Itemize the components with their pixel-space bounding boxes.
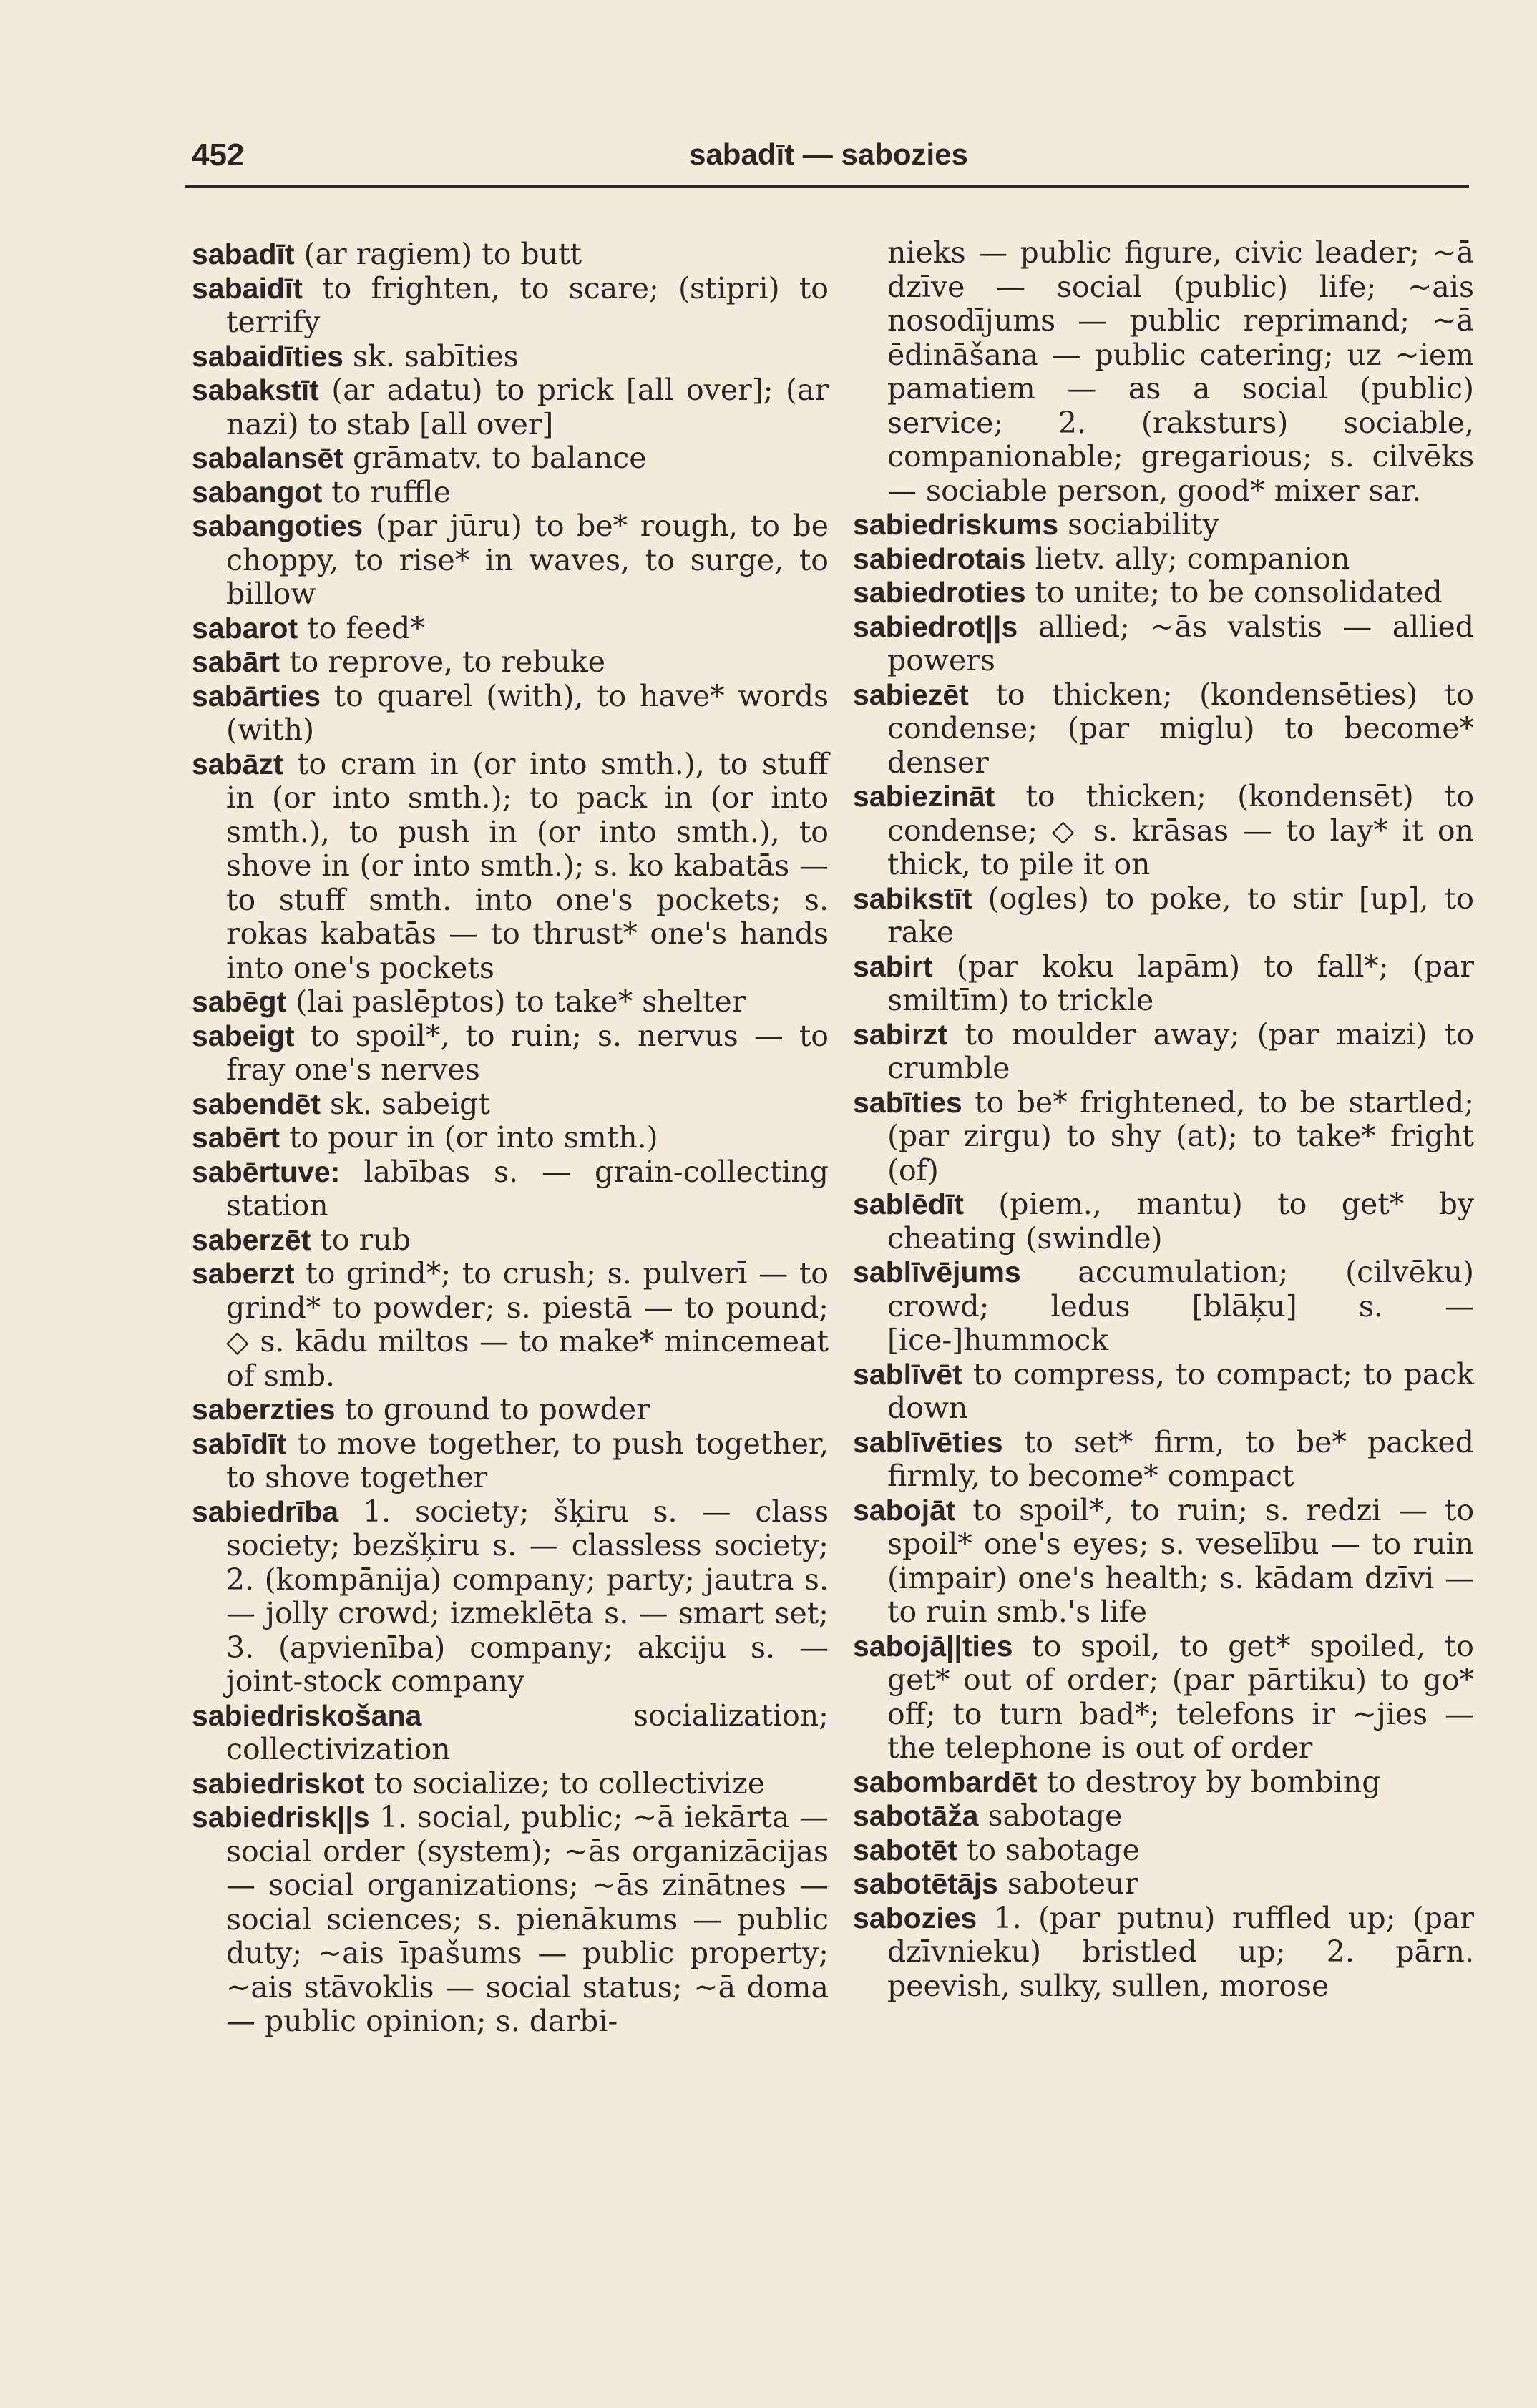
dictionary-entry	[192, 612, 829, 646]
definition: to thicken; (kondensēties) to condense; (par miglu) to become* denser	[887, 677, 1474, 780]
dictionary-entry	[853, 508, 1474, 542]
dictionary-entry	[192, 1257, 829, 1393]
definition: to spoil, to get* spoiled, to get* out of order; (par pārtiku) to go* off; to turn bad*; telefons ir ~jies — the telephone is out of order	[887, 1628, 1474, 1765]
definition: (piem., mantu) to get* by cheating (swindle)	[887, 1187, 1474, 1256]
dictionary-entry	[853, 1018, 1474, 1086]
headword: sabērt	[192, 1121, 280, 1154]
dictionary-entry	[192, 1495, 829, 1699]
dictionary-entry	[853, 1494, 1474, 1630]
dictionary-entry	[192, 1393, 829, 1427]
dictionary-entry	[192, 1699, 829, 1767]
dictionary-entry	[853, 1902, 1474, 2004]
headword: sabaidīt	[192, 271, 303, 305]
dictionary-entry	[192, 238, 829, 272]
headword: sabiedrisk||s	[192, 1801, 370, 1834]
headword: sabotāža	[853, 1799, 979, 1832]
headword: sabotēt	[853, 1833, 957, 1866]
headword: sabēgt	[192, 985, 287, 1018]
right-column	[853, 236, 1474, 2003]
definition: to spoil*, to ruin; s. redzi — to spoil* one's eyes; s. veselību — to ruin (impair) one's health; s. kādam dzīvi — to ruin smb.'s life	[887, 1492, 1474, 1629]
dictionary-entry	[192, 985, 829, 1019]
headword: sabalansēt	[192, 441, 343, 474]
definition: to reprove, to rebuke	[280, 645, 605, 679]
definition: to ruffle	[322, 474, 451, 509]
headword: saberzties	[192, 1393, 336, 1426]
left-column	[192, 238, 829, 2039]
definition: to frighten, to scare; (stipri) to terrify	[226, 270, 829, 339]
dictionary-entry	[853, 1256, 1474, 1358]
headword: sabārt	[192, 645, 280, 678]
definition: 1. (par putnu) ruffled up; (par dzīvnieku) bristled up; 2. pārn. peevish, sulky, sullen, morose	[887, 1900, 1474, 2003]
headword: sabirt	[853, 949, 933, 983]
headword: sabīties	[853, 1085, 962, 1119]
dictionary-entry	[192, 748, 829, 986]
dictionary-entry	[853, 542, 1474, 577]
headword: sabotētājs	[853, 1867, 998, 1900]
page-header	[192, 137, 1465, 180]
dictionary-entry	[192, 441, 829, 476]
dictionary-entry	[192, 1223, 829, 1258]
dictionary-entry	[853, 678, 1474, 780]
continuation-text: nieks — public figure, civic leader; ~ā dzīve — social (public) life; ~ais nosodījums — public reprimand; ~ā ēdināšana — public catering; uz ~iem pamatiem — as a social (public) service; 2. (raksturs) sociable, companionable; gregarious; s. cilvēks — sociable person, good* mixer sar.	[887, 235, 1474, 508]
dictionary-entry	[853, 1188, 1474, 1256]
definition: to cram in (or into smth.), to stuff in (or into smth.); to pack in (or into smth.), to push in (or into smth.), to shove in (or into smth.); s. ko kabatās — to stuff smth. into one's pockets; s. rokas kabatās — to thrust* one's hands into one's pockets	[226, 746, 829, 985]
headword: sabojāt	[853, 1493, 956, 1527]
headword: sabiedrotais	[853, 542, 1026, 575]
dictionary-entry	[853, 1766, 1474, 1800]
headword: sabiezēt	[853, 677, 969, 711]
dictionary-entry	[853, 1834, 1474, 1868]
headword: sabombardēt	[853, 1765, 1038, 1798]
dictionary-entry	[853, 1867, 1474, 1902]
definition: to set* firm, to be* packed firmly, to become* compact	[887, 1424, 1474, 1493]
dictionary-entry	[192, 373, 829, 441]
headword: saberzt	[192, 1257, 295, 1290]
headword: sabārties	[192, 679, 321, 713]
definition: saboteur	[997, 1866, 1139, 1901]
definition: to be* frightened, to be startled; (par zirgu) to shy (at); to take* fright (of)	[887, 1085, 1474, 1188]
dictionary-entry	[853, 780, 1474, 882]
dictionary-entry	[853, 1426, 1474, 1494]
definition: to sabotage	[957, 1832, 1140, 1867]
dictionary-entry	[853, 576, 1474, 610]
headword: sabangot	[192, 475, 323, 509]
definition: sk. sabīties	[343, 338, 519, 373]
headword: sabikstīt	[853, 881, 972, 915]
headword: sabendēt	[192, 1087, 321, 1120]
dictionary-entry	[192, 1801, 829, 2039]
definition: sabotage	[978, 1798, 1123, 1833]
headword: sabiedrība	[192, 1494, 339, 1528]
definition: sk. sabeigt	[321, 1086, 490, 1121]
headword: sabeigt	[192, 1019, 295, 1052]
definition: sociability	[1058, 507, 1219, 542]
headword: sabojā||ties	[853, 1629, 1013, 1663]
headword: sabaidīties	[192, 339, 343, 373]
dictionary-entry	[853, 882, 1474, 950]
definition: (ogles) to poke, to stir [up], to rake	[887, 881, 1474, 949]
headword: sabiedrot||s	[853, 610, 1018, 643]
definition: to move together, to push together, to shove together	[226, 1426, 829, 1494]
headword: sabiedriskot	[192, 1766, 365, 1800]
definition: allied; ~ās valstis — allied powers	[887, 609, 1474, 677]
definition: (par jūru) to be* rough, to be choppy, to rise* in waves, to surge, to billow	[226, 509, 829, 611]
definition: grāmatv. to balance	[343, 441, 647, 475]
headword: sablēdīt	[853, 1188, 964, 1220]
headword: sabarot	[192, 611, 298, 645]
definition: to feed*	[298, 610, 425, 645]
headword: saberzēt	[192, 1223, 311, 1256]
definition: to rub	[311, 1222, 411, 1257]
headword: sabiedriskošana	[192, 1698, 422, 1732]
dictionary-entry	[192, 1121, 829, 1155]
definition: to quarel (with), to have* words (with)	[226, 678, 829, 747]
definition: to unite; to be consolidated	[1025, 575, 1443, 610]
headword: sabāzt	[192, 747, 283, 780]
dictionary-entry	[853, 1358, 1474, 1426]
dictionary-entry	[853, 1630, 1474, 1766]
dictionary-entry	[192, 680, 829, 748]
page-number: 452	[192, 137, 245, 172]
definition: to thicken; (kondensēt) to condense; ◇ s. krāsas — to lay* it on thick, to pile it on	[887, 779, 1474, 881]
header-rule	[185, 185, 1469, 188]
dictionary-entry	[853, 950, 1474, 1018]
definition: to compress, to compact; to pack down	[887, 1356, 1474, 1425]
definition: to ground to powder	[335, 1392, 650, 1426]
dictionary-entry	[192, 645, 829, 680]
definition: labības s. — grain-collecting station	[226, 1154, 829, 1223]
definition: to spoil*, to ruin; s. nervus — to fray one's nerves	[226, 1018, 829, 1087]
dictionary-entry	[192, 509, 829, 612]
headword: sablīvējums	[853, 1256, 1021, 1288]
headword: sabozies	[853, 1901, 977, 1934]
headword: sabakstīt	[192, 373, 319, 406]
headword: sabangoties	[192, 509, 363, 542]
dictionary-entry	[853, 610, 1474, 678]
definition: (par koku lapām) to fall*; (par smiltīm) to trickle	[887, 949, 1474, 1017]
headword: sabadīt	[192, 238, 295, 270]
headword: sabirzt	[853, 1017, 948, 1051]
dictionary-entry	[192, 1767, 829, 1801]
definition: (ar ragiem) to butt	[294, 237, 582, 271]
definition: socialization; collectivization	[226, 1698, 829, 1766]
definition: to destroy by bombing	[1037, 1764, 1381, 1799]
running-head: sabadīt — sabozies	[689, 137, 968, 171]
dictionary-entry	[853, 1799, 1474, 1834]
definition: 1. society; šķiru s. — class society; bezšķiru s. — classless society; 2. (kompānija) company; party; jautra s. — jolly crowd; izmeklēta s. — smart set; 3. (apvienība) company; akciju s. — joint-stock company	[226, 1494, 829, 1698]
headword: sabiedriskums	[853, 508, 1059, 541]
headword: sablīvēt	[853, 1357, 962, 1391]
definition: to moulder away; (par maizi) to crumble	[887, 1017, 1474, 1085]
headword: sabiedroties	[853, 576, 1026, 609]
dictionary-entry	[192, 1087, 829, 1122]
definition: accumulation; (cilvēku) crowd; ledus [blāķu] s. — [ice-]hummock	[887, 1255, 1474, 1357]
headword: sabiezināt	[853, 780, 995, 813]
dictionary-entry	[192, 340, 829, 374]
dictionary-entry	[192, 1019, 829, 1087]
headword: sabīdīt	[192, 1426, 287, 1460]
definition: to socialize; to collectivize	[364, 1766, 765, 1801]
definition: (lai paslēptos) to take* shelter	[286, 984, 746, 1019]
definition: lietv. ally; companion	[1025, 541, 1350, 576]
headword: sablīvēties	[853, 1425, 1003, 1459]
dictionary-entry	[192, 1427, 829, 1495]
definition: (ar adatu) to prick [all over]; (ar nazi) to stab [all over]	[226, 373, 829, 441]
dictionary-entry	[192, 1155, 829, 1223]
dictionary-entry	[192, 476, 829, 510]
definition: to grind*; to crush; s. pulverī — to grind* to powder; s. piestā — to pound; ◇ s. kādu miltos — to make* mincemeat of smb.	[226, 1256, 829, 1393]
dictionary-entry	[192, 272, 829, 340]
definition: to pour in (or into smth.)	[280, 1120, 658, 1155]
dictionary-entry	[853, 1086, 1474, 1188]
headword: sabērtuve:	[192, 1155, 341, 1188]
definition: 1. social, public; ~ā iekārta — social order (system); ~ās organizācijas — social organizations; ~ās zinātnes — social sciences; s. pienākums — public duty; ~ais īpašums — public property; ~ais stāvoklis — social status; ~ā doma — public opinion; s. darbi-	[226, 1800, 829, 2038]
